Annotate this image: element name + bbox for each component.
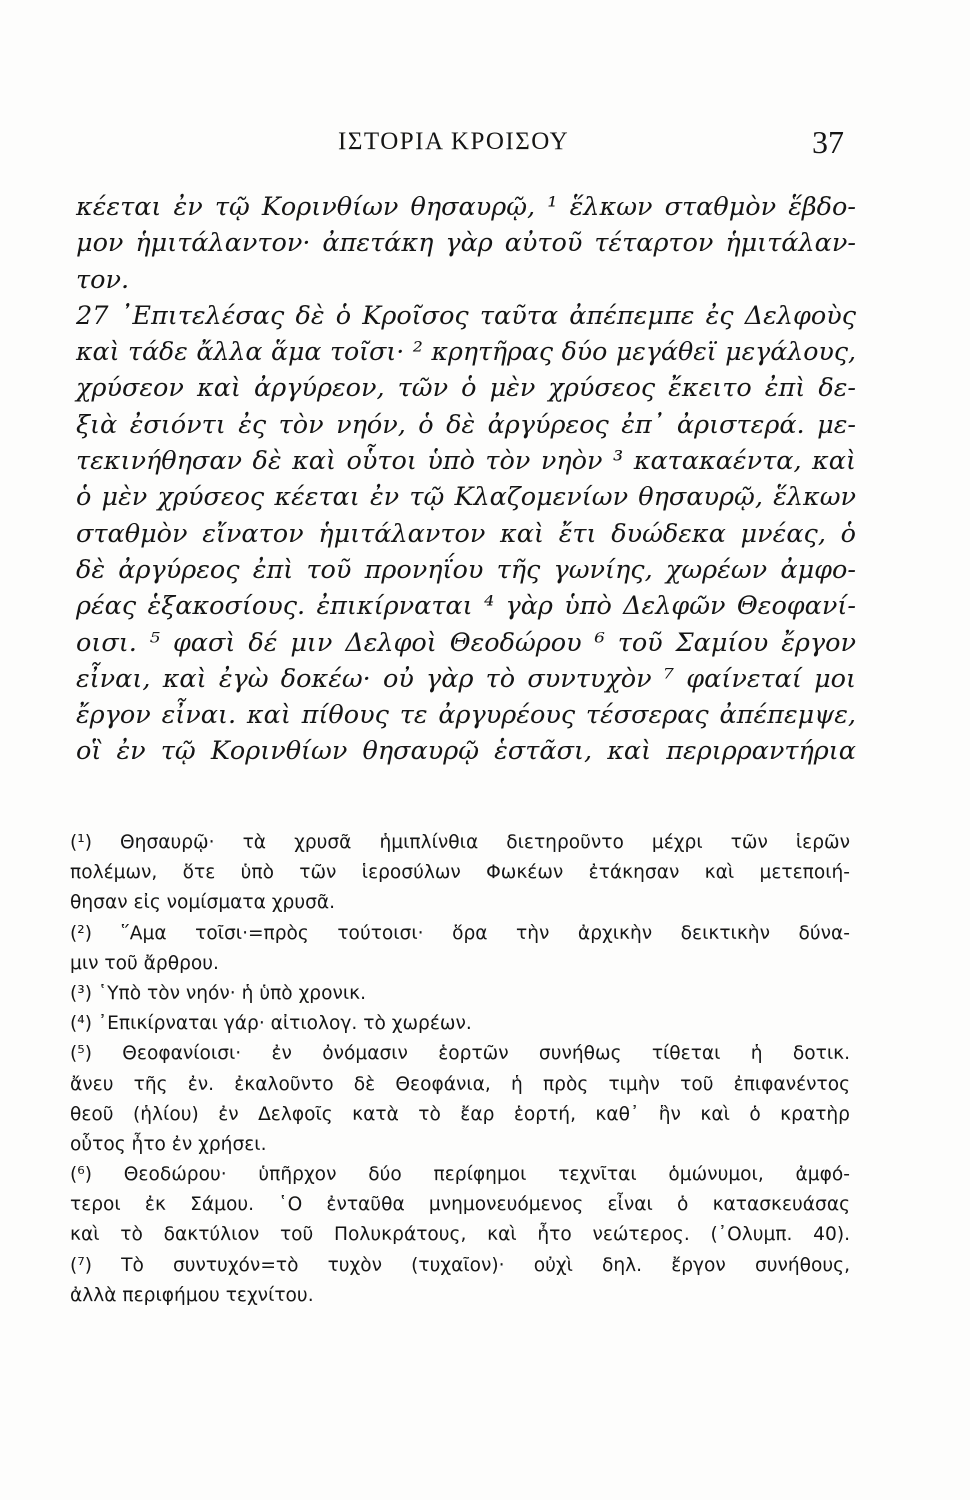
main-text-line: ξιὰ ἐσιόντι ἐς τὸν νηόν, ὁ δὲ ἀργύρεος ἐπ᾽ ἀριστερά. με- <box>76 409 856 440</box>
main-text-line: κέεται ἐν τῷ Κορινθίων θησαυρῷ, ¹ ἕλκων σταθμὸν ἕβδο- <box>76 192 856 222</box>
footnote-line: πολέμων, ὅτε ὑπὸ τῶν ἱεροσύλων Φωκέων ἐτάκησαν καὶ μετεποιή- <box>70 862 850 884</box>
footnote-line: (¹) Θησαυρῷ· τὰ χρυσᾶ ἡμιπλίνθια διετηροῦντο μέχρι τῶν ἱερῶν <box>70 832 850 853</box>
footnote-line: θεοῦ (ἡλίου) ἐν Δελφοῖς κατὰ τὸ ἔαρ ἑορτή, καθ᾽ ἣν καὶ ὁ κρατὴρ <box>70 1103 850 1125</box>
footnote-line: ἄνευ τῆς ἐν. ἐκαλοῦντο δὲ Θεοφάνια, ἡ πρὸς τιμὴν τοῦ ἐπιφανέντος <box>70 1073 850 1095</box>
main-text-line: ἔργον εἶναι. καὶ πίθους τε ἀργυρέους τέσσερας ἀπέπεμψε, <box>76 700 856 731</box>
main-text-line: ρέας ἑξακοσίους. ἐπικίρναται ⁴ γὰρ ὑπὸ Δελφῶν Θεοφανί- <box>76 591 856 622</box>
page-number: 37 <box>812 124 844 160</box>
main-text-line: δὲ ἀργύρεος ἐπὶ τοῦ προνηΐου τῆς γωνίης, χωρέων ἀμφο- <box>76 554 856 585</box>
footnote-line: τεροι ἐκ Σάμου. ῾Ο ἐνταῦθα μνημονευόμενος εἶναι ὁ κατασκευάσας <box>70 1194 850 1216</box>
footnote-line: (⁴) ᾿Επικίρναται γάρ· αἰτιολογ. τὸ χωρέων. <box>70 1013 472 1035</box>
footnote-line: (⁷) Τὸ συντυχόν=τὸ τυχὸν (τυχαῖον)· οὐχὶ δηλ. ἔργον συνήθους, <box>70 1254 850 1276</box>
main-text-line: χρύσεον καὶ ἀργύρεον, τῶν ὁ μὲν χρύσεος ἔκειτο ἐπὶ δε- <box>76 373 856 404</box>
footnote-line: θησαν εἰς νομίσματα χρυσᾶ. <box>70 892 336 914</box>
main-text-block <box>76 189 856 770</box>
main-text-line: οἳ ἐν τῷ Κορινθίων θησαυρῷ ἑστᾶσι, καὶ περιρραντήρια <box>76 736 856 767</box>
main-text-line: 27 ᾿Επιτελέσας δὲ ὁ Κροῖσος ταῦτα ἀπέπεμπε ἐς Δελφοὺς <box>76 300 856 331</box>
footnote-line: (²) ῞Αμα τοῖσι·=πρὸς τούτοισι· ὅρα τὴν ἀρχικὴν δεικτικὴν δύνα- <box>70 922 850 944</box>
main-text-line: τον. <box>76 264 130 295</box>
footnote-line: (⁶) Θεοδώρου· ὑπῆρχον δύο περίφημοι τεχνῖται ὁμώνυμοι, ἀμφό- <box>70 1164 850 1186</box>
footnote-line: ἀλλὰ περιφήμου τεχνίτου. <box>70 1284 314 1306</box>
main-text-line: τεκινήθησαν δὲ καὶ οὗτοι ὑπὸ τὸν νηὸν ³ κατακαέντα, καὶ <box>76 446 856 477</box>
footnote-line: οὗτος ἦτο ἐν χρήσει. <box>70 1133 267 1155</box>
main-text-line: σταθμὸν εἴνατον ἡμιτάλαντον καὶ ἔτι δυώδεκα μνέας, ὁ <box>76 518 856 549</box>
running-head-title: ΙΣΤΟΡΙΑ ΚΡΟΙΣΟΥ <box>338 128 570 155</box>
footnote-line: (³) ῾Υπὸ τὸν νηόν· ἡ ὑπὸ χρονικ. <box>70 982 367 1004</box>
main-text-line: εἶναι, καὶ ἐγὼ δοκέω· οὐ γὰρ τὸ συντυχὸν ⁷ φαίνεταί μοι <box>76 663 856 694</box>
footnotes-block <box>70 828 850 1311</box>
footnote-line: καὶ τὸ δακτύλιον τοῦ Πολυκράτους, καὶ ἦτο νεώτερος. (᾿Ολυμπ. 40). <box>70 1224 850 1246</box>
footnote-line: μιν τοῦ ἄρθρου. <box>70 952 219 974</box>
footnote-line: (⁵) Θεοφανίοισι· ἐν ὀνόμασιν ἑορτῶν συνήθως τίθεται ἡ δοτικ. <box>70 1043 850 1065</box>
main-text-line: μον ἡμιτάλαντον· ἀπετάκη γὰρ αὐτοῦ τέταρτον ἡμιτάλαν- <box>76 228 856 259</box>
main-text-line: οισι. ⁵ φασὶ δέ μιν Δελφοὶ Θεοδώρου ⁶ τοῦ Σαμίου ἔργον <box>76 627 856 658</box>
main-text-line: καὶ τάδε ἄλλα ἅμα τοῖσι· ² κρητῆρας δύο μεγάθεϊ μεγάλους, <box>76 337 856 367</box>
main-text-line: ὁ μὲν χρύσεος κέεται ἐν τῷ Κλαζομενίων θησαυρῷ, ἕλκων <box>76 482 856 513</box>
